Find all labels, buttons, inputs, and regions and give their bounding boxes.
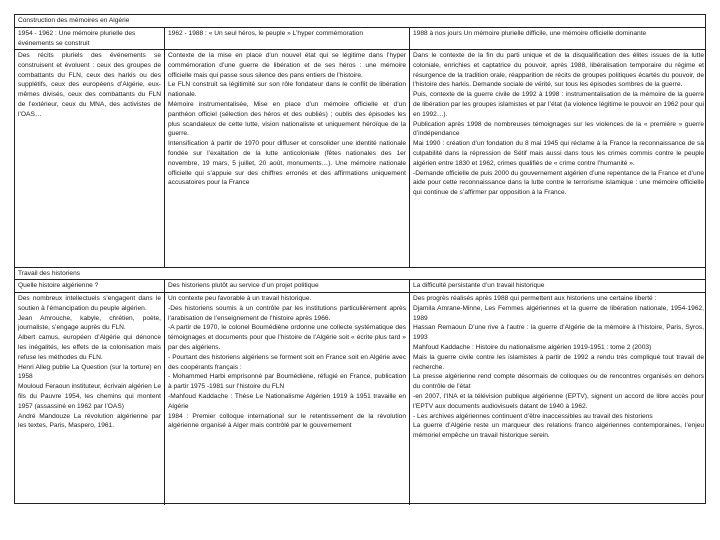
paragraph: Mais la guerre civile contre les islamistes à partir de 1992 a rendu très compliqué tout travail de recherche. (413, 353, 704, 371)
paragraph: -Des historiens soumis à un contrôle par les institutions particulièrement après l’arabisation de l’enseignement de l’histoire après 1966. (168, 304, 406, 322)
paragraph: Albert camus, européen d’Algérie qui dénonce les inégalités, les effets de la colonisation mais refuse les méthodes du FLN. (18, 334, 161, 361)
paragraph: Des récits pluriels des événements se construisent et évoluent : ceux des groupes de combattants du FLN, ceux des harkis ou des supplétifs, ceux des européens d’Algérie, eux-mêmes divisés, ceux des combattants du FLN de l’extérieur, ceux du MNA, des activistes de l’OAS… (18, 52, 161, 118)
paragraph: La presse algérienne rend compte désormais de colloques ou de rencontres organisés en dehors du contrôle de l’état (413, 373, 704, 391)
paragraph: -Mahfoud Kaddache : Thèse Le Nationalisme Algérien 1919 à 1951 travaille en Algérie (168, 392, 406, 410)
paragraph: Contexte de la mise en place d’un nouvel état qui se légitime dans l’hyper commémoration d’une guerre de libération et de ses héros : une mémoire officielle mais qui passe sous silence des pans entiers de l’histoire. (168, 52, 406, 79)
period-header-row (15, 28, 705, 50)
historians-header-row (15, 280, 705, 293)
paragraph: Des progrès réalisés après 1988 qui permettent aux historiens une certaine liberté : (413, 295, 657, 302)
paragraph: -en 2007, l’INA et la télévision publique algérienne (EPTV), signent un accord de libre accès pour l’EPTV aux documents audiovisuels datant de 1940 à 1962. (413, 392, 704, 410)
historians-header-1: Quelle histoire algérienne ? (15, 280, 165, 292)
paragraph: -Demande officielle de puis 2000 du gouvernement algérien d’une repentance de la France et d’une aide pour cette reconnaissance dans la lutte contre le terrorisme islamique : une mémoire officielle qui continue de s’affirmer par opposition à la France. (413, 169, 704, 197)
paragraph: André Mandouze La révolution algérienne par les textes, Paris, Maspero, 1961. (18, 412, 161, 430)
period-header-1988-now: 1988 à nos jours Un mémoire plurielle difficile, une mémoire officielle dominante (413, 30, 647, 37)
period-header-1962-1988: 1962 - 1988 : « Un seul héros, le peuple » L’hyper commémoration (165, 28, 410, 49)
memory-cell-1954-1962 (15, 50, 165, 267)
paragraph: - Les archives algériennes continuent d’être inaccessibles au travail des historiens (413, 412, 653, 420)
table-title: Construction des mémoires en Algérie (18, 17, 130, 24)
historians-cell-1 (15, 293, 165, 505)
paragraph: Un contexte peu favorable à un travail historique. (168, 295, 312, 302)
table-title-row (15, 15, 705, 28)
paragraph: 1984 : Premier colloque international sur le retentissement de la révolution algérienne organisé à Alger mais contrôlé par le gouvernement (168, 412, 406, 430)
historians-title-row (15, 268, 705, 280)
paragraph: Henri Alleg publie La Question (sur la torture) en 1958 (18, 363, 161, 381)
memory-cell-1962-1988 (165, 50, 410, 267)
paragraph: Hassan Remaoun D’une rive à l’autre : la guerre d’Algérie de la mémoire à l’histoire, Paris, Syros, 1993 (413, 324, 704, 342)
historians-cell-3 (410, 293, 707, 505)
paragraph: -A partir de 1970, le colonel Boumédiène ordonne une collecte systématique des témoignages et documents pour que l’histoire de l’Algérie soit « écrite plus tard » par des algériens. (168, 324, 406, 351)
memory-cell-1988-now (410, 50, 707, 267)
paragraph: Mahfoud Kaddache : Histoire du nationalisme algérien 1919-1951 : tome 2 (2003) (413, 343, 652, 351)
period-header-1954-1962: 1954 - 1962 : Une mémoire plurielle des événements se construit (15, 28, 165, 49)
historians-cell-2 (165, 293, 410, 505)
paragraph: Puis, contexte de la guerre civile de 1992 à 1998 : instrumentalisation de la mémoire de la guerre de libération par les groupes islamistes et par l’état (la violence légitime le pouvoir en 1962 pour qui en 1992…). (413, 91, 704, 118)
paragraph: Publication après 1998 de nombreuses témoignages sur les violences de la « première » guerre d’indépendance (413, 120, 704, 138)
paragraph: Dans le contexte de la fin du parti unique et de la disqualification des élites issues de la lutte coloniale, enrichies et captatrice du pouvoir, après 1988, libéralisation temporaire du régime et résurgence de la tradition orale, réapparition de récits de groupes politiques écartés du pouvoir, de l’histoire des harkis. Demande sociale de vérité, sur tous les épisodes sombres de la guerre. (413, 52, 704, 89)
paragraph: Mouloud Feraoun instituteur, écrivain algérien Le fils du Pauvre 1954, les chemins qui montent 1957 (assassiné en 1962 par l’OAS) (18, 383, 161, 410)
paragraph: La guerre d’Algérie reste un marqueur des relations franco algériennes contemporaines, l’enjeu mémoriel empêche un travail historique serein. (413, 422, 704, 440)
historians-title: Travail des historiens (18, 270, 81, 277)
paragraph: Mai 1990 : création d’un fondation du 8 mai 1945 qui réclame à la France la reconnaissance de sa culpabilité dans la répression de Sétif mais aussi dans tous les crimes commis contre le peuple algérien entre 1830 et 1962, crimes qualifiés de « crime contre l’humanité ». (413, 140, 704, 167)
paragraph: Des nombreux intellectuels s’engagent dans le soutien à l’émancipation du peuple algérien. (18, 295, 161, 312)
paragraph: Le FLN construit sa légitimité sur son rôle fondateur dans le conflit de libération nationale. (168, 81, 406, 99)
memory-table (14, 14, 706, 504)
paragraph: Djamila Amrane-Minne, Les Femmes algériennes et la guerre de libération nationale, 1954-1962, 1989 (413, 304, 704, 322)
historians-header-3: La difficulté persistante d’un travail historique (413, 282, 545, 289)
paragraph: Jean Amrouche, kabyle, chrétien, poète, journaliste, s’engage auprès du FLN. (18, 314, 161, 332)
paragraph: Mémoire instrumentalisée, Mise en place d’un mémoire officielle et d’un panthéon officiel (sélection des héros et des oubliés) ; oublis des épisodes les plus scandaleux de cette lutte, vision nationaliste et uniquement héroïque de la guerre. (168, 100, 406, 138)
historians-header-2: Des historiens plutôt au service d’un projet politique (165, 280, 410, 292)
paragraph: - Pourtant des historiens algériens se forment soit en France soit en Algérie avec des coopérants français : (168, 353, 406, 371)
paragraph: - Mohammed Harbi emprisonné par Boumédiène, réfugié en France, publication à partir 1975 -1981 sur l’histoire du FLN (168, 373, 406, 391)
paragraph: Intensification à partir de 1970 pour diffuser et consolider une identité nationale fondée sur l’exaltation de la lutte anticoloniale (fêtes nationales des 1er novembre, 19 mars, 5 juillet, 20 août, monuments…). Une mémoire nationale officielle qui s’appuie sur des chiffres erronés et des affirmations uniquement accusatoires pour la France (168, 140, 406, 187)
memory-content-row (15, 50, 705, 268)
historians-content-row (15, 293, 705, 505)
